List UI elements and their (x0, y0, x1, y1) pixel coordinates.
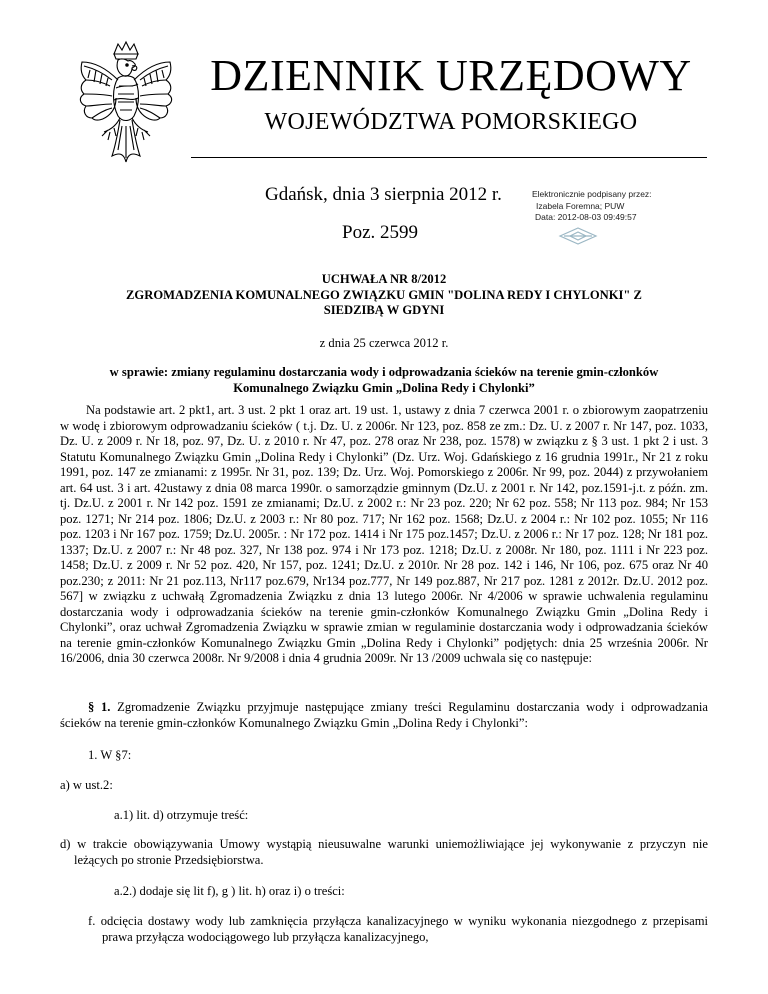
item-a: a) w ust.2: (60, 778, 113, 792)
polish-eagle-icon (72, 40, 180, 166)
section-1-text: Zgromadzenie Związku przyjmuje następujące zmiany treści Regulaminu dostarczania wody i odprowadzania ścieków na terenie gmin-członków Komunalnego Związku Gmin „Dolina Redy i Chylonki”: (60, 700, 709, 730)
signature-mark-icon (558, 226, 598, 246)
item-1: 1. W §7: (88, 748, 132, 762)
item-a2: a.2.) dodaje się lit f), g ) lit. h) oraz i) o treści: (114, 884, 345, 898)
header-divider (191, 157, 707, 158)
subject-line-1: w sprawie: zmiany regulaminu dostarczania wody i odprowadzania ścieków na terenie gmin-członków (109, 365, 659, 379)
item-a1: a.1) lit. d) otrzymuje treść: (114, 808, 249, 822)
subject-line-2: Komunalnego Związku Gmin „Dolina Redy i Chylonki” (233, 380, 535, 395)
place-date: Gdańsk, dnia 3 sierpnia 2012 r. (265, 184, 502, 205)
item-f: f. odcięcia dostawy wody lub zamknięcia przyłącza kanalizacyjnego w wyniku wykonania niezgodnego z przepisami prawa przyłącza wodociągowego lub przyłącza kanalizacyjnego, (88, 914, 708, 944)
position-number: Poz. 2599 (342, 222, 418, 243)
electronic-signature (532, 189, 722, 224)
resolution-body-line-2: SIEDZIBĄ W GDYNI (323, 303, 445, 317)
resolution-body-line-1: ZGROMADZENIA KOMUNALNEGO ZWIĄZKU GMIN "DOLINA REDY I CHYLONKI" Z (126, 287, 642, 302)
resolution-heading (60, 272, 708, 319)
journal-title: DZIENNIK URZĘDOWY (210, 51, 692, 100)
section-1-label: § 1. (88, 700, 111, 714)
signature-line-3: Data: 2012-08-03 09:49:57 (535, 212, 637, 222)
preamble-paragraph: Na podstawie art. 2 pkt1, art. 3 ust. 2 pkt 1 oraz art. 19 ust. 1, ustawy z dnia 7 czerwca 2001 r. o zbiorowym zaopatrzeniu w wodę i zbiorowym odprowadzaniu ścieków ( t.j. Dz. U. z 2006r. Nr 123, poz. 858 ze zm.: Dz. U. z 2007 r. Nr 147, poz. 1033, Dz. U. z 2009 r. Nr 18, poz. 97, Dz. U. z 2010 r. Nr 47, poz. 278 oraz Nr 238, poz. 1578) w związku z § 3 ust. 1 pkt 2 i ust. 3 Statutu Komunalnego Związku Gmin „Dolina Redy i Chylonki” (Dz. Urz. Woj. Gdańskiego z 16 grudnia 1991r., Nr 21 z roku 1991, poz. 147 ze zmianami: z 1995r. Nr 31, poz. 139; Dz. Urz. Woj. Pomorskiego z 2006r. Nr 99, poz. 2044) z przywołaniem art. 64 ust. 3 i art. 42ustawy z dnia 08 marca 1990r. o samorządzie gminnym (Dz.U. z 2001 r. Nr 142, poz.1591-j.t. z późn. zm. tj. Dz.U. z 2001 r. Nr 142 poz. 1591 ze zmianami; Dz.U. z 2002 r.: Nr 23 poz. 220; Nr 62 poz. 558; Nr 113 poz. 984; Nr 153 poz. 1271; Nr 214 poz. 1806; Dz.U. z 2003 r.: Nr 80 poz. 717; Nr 162 poz. 1568; Dz.U. z 2004 r.: Nr 102 poz. 1055; Nr 116 poz. 1203 i Nr 167 poz. 1759; Dz.U. 2005r. : Nr 172 poz. 1414 i Nr 175 poz.1457; Dz.U. z 2006 r.: Nr 17 poz. 128; Nr 181 poz. 1337; Dz.U. z 2007 r.: Nr 48 poz. 327, Nr 138 poz. 974 i Nr 173 poz. 1218; Dz.U. z 2008r. Nr 180, poz. 1111 i Nr 223 poz. 1458; Dz.U. z 2009 r. Nr 52 poz. 420, Nr 157, poz. 1241; Dz.U. z 2010r. Nr 28 poz. 142 i 146, Nr 106, poz. 675 oraz Nr 40 poz.230; z 2011: Nr 21 poz.113, Nr117 poz.679, Nr134 poz.777, Nr 149 poz.887, Nr 217 poz. 1281 z 2012r. Dz.U. 2012 poz. 567] w związku z uchwałą Zgromadzenia Związku z dnia 13 lutego 2006r. Nr 4/2006 w sprawie uchwalenia regulaminu dostarczania wody i odprowadzania ścieków na terenie gmin-członków Komunalnego Związku Gmin „Dolina Redy i Chylonki”, oraz uchwał Zgromadzenia Związku w sprawie zmian w regulaminie dostarczania wody i odprowadzania ścieków na terenie gmin-członków Komunalnego Związku Gmin „Dolina Redy i Chylonki” podjętych: dnia 25 września 2006r. Nr 16/2006, dnia 30 czerwca 2008r. Nr 9/2008 i dnia 4 grudnia 2009r. Nr 13 /2009 uchwala się co następuje: (60, 403, 708, 665)
journal-subtitle: WOJEWÓDZTWA POMORSKIEGO (264, 109, 638, 135)
resolution-date: z dnia 25 czerwca 2012 r. (319, 336, 449, 350)
signature-line-1: Elektronicznie podpisany przez: (532, 189, 652, 199)
item-d: d) w trakcie obowiązywania Umowy wystąpią nieusuwalne warunki uniemożliwiające jej wykonywanie z przyczyn nie leżących po stronie Przedsiębiorstwa. (60, 837, 708, 867)
resolution-subject (60, 365, 708, 396)
section-1-paragraph (60, 700, 708, 731)
signature-line-2: Izabela Foremna; PUW (536, 200, 625, 211)
resolution-title: UCHWAŁA NR 8/2012 (321, 272, 447, 286)
